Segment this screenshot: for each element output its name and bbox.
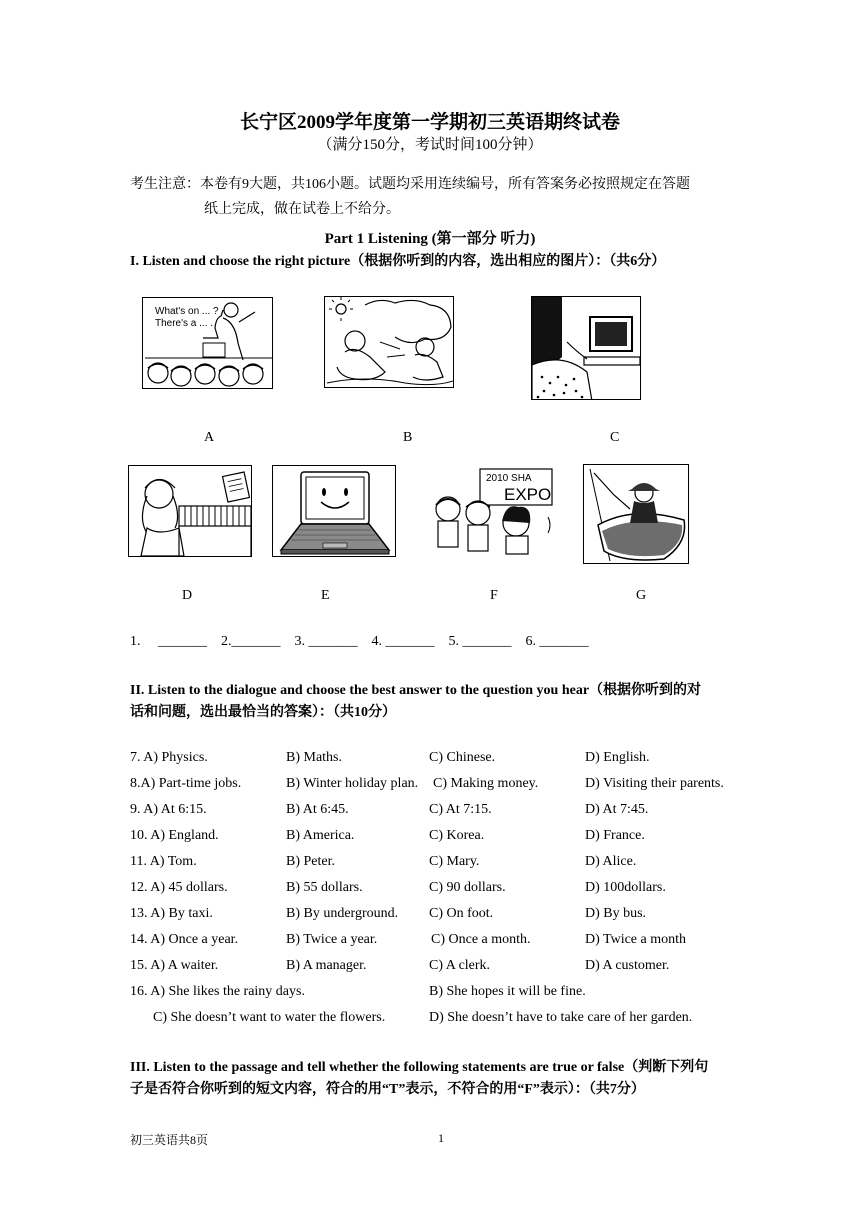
option-a: 15. A) A waiter. (130, 958, 219, 973)
picture-d-letter: D (182, 588, 193, 603)
option-b: B) America. (286, 828, 355, 843)
option-d: D) 100dollars. (585, 880, 666, 895)
option-d: D) Twice a month (585, 932, 687, 947)
picture-e (272, 465, 396, 557)
section-3-heading-line-1 (130, 1056, 708, 1076)
computer-girl-illustration (532, 297, 641, 400)
option-d: D) By bus. (585, 906, 647, 921)
option-c: C) A clerk. (429, 958, 491, 973)
section-2-heading-text: II. Listen to the dialogue and choose the best answer to the question you hear（根据你听到的对 (130, 683, 702, 698)
option-a: 8.A) Part-time jobs. (130, 776, 242, 791)
option-d: D) France. (585, 828, 645, 843)
option-c: C) At 7:15. (429, 802, 492, 817)
option-b: B) Maths. (286, 750, 342, 765)
picture-b (324, 296, 454, 388)
option-c: C) On foot. (429, 906, 494, 921)
section-1-heading: I. Listen and choose the right picture（根据你听到的内容，选出相应的图片）：（共6分） (130, 254, 666, 269)
option-c: C) Chinese. (429, 750, 496, 765)
part-1-title: Part 1 Listening (第一部分 听力) (324, 231, 536, 247)
option-b: B) A manager. (286, 958, 367, 973)
picture-f-sign-top: 2010 SHA (486, 473, 532, 484)
option-c: C) Mary. (429, 854, 480, 869)
option-c: C) She doesn’t want to water the flowers. (153, 1010, 386, 1025)
picture-f-sign-main: EXPO (504, 485, 552, 504)
option-c: C) 90 dollars. (429, 880, 506, 895)
option-a: 13. A) By taxi. (130, 906, 213, 921)
picture-a-caption-1: What's on ... ? (155, 306, 219, 317)
option-c: C) Making money. (433, 776, 539, 791)
notice-line-2: 纸上完成，做在试卷上不给分。 (204, 202, 400, 217)
notice-line-1: 考生注意：本卷有9大题，共106小题。试题均采用连续编号，所有答案务必按照规定在答题 (130, 177, 690, 192)
section-3-heading-line-2 (130, 1078, 645, 1098)
picture-a-letter: A (204, 430, 215, 445)
footer-page-count: 初三英语共8页 (130, 1133, 209, 1147)
picture-d (128, 465, 252, 557)
option-a: 7. A) Physics. (130, 750, 208, 765)
option-b: B) By underground. (286, 906, 399, 921)
option-b: B) Twice a year. (286, 932, 378, 947)
section-2-heading-text-2: 话和问题，选出最恰当的答案）：（共10分） (130, 705, 396, 720)
section-1-answer-blanks: 1. _______ 2._______ 3. _______ 4. _______ 5. _______ 6. _______ (130, 634, 589, 649)
footer-page-number: 1 (438, 1131, 444, 1145)
sun-icon (336, 304, 346, 314)
section-2-heading-line-1 (130, 679, 701, 699)
picture-g (583, 464, 689, 564)
option-b: B) 55 dollars. (286, 880, 363, 895)
option-b: B) At 6:45. (286, 802, 349, 817)
section-2-heading-line-2 (130, 701, 396, 721)
option-d: D) She doesn’t have to take care of her garden. (429, 1010, 693, 1025)
expo-kids-illustration (430, 467, 554, 557)
picnic-illustration (325, 297, 454, 388)
option-a: 9. A) At 6:15. (130, 802, 207, 817)
option-c: C) Once a month. (431, 932, 531, 947)
picture-e-letter: E (321, 588, 330, 603)
option-d: D) Alice. (585, 854, 637, 869)
option-a: 16. A) She likes the rainy days. (130, 984, 305, 999)
exam-title: 长宁区2009学年度第一学期初三英语期终试卷 (239, 112, 620, 133)
picture-c-letter: C (610, 430, 620, 445)
option-d: D) At 7:45. (585, 802, 649, 817)
option-c: C) Korea. (429, 828, 485, 843)
option-b: B) Peter. (286, 854, 335, 869)
option-a: 10. A) England. (130, 828, 219, 843)
classroom-illustration (143, 298, 273, 389)
laptop-illustration (273, 466, 396, 557)
picture-c (531, 296, 641, 400)
option-a: 11. A) Tom. (130, 854, 197, 869)
option-b: B) Winter holiday plan. (286, 776, 419, 791)
option-a: 14. A) Once a year. (130, 932, 239, 947)
picture-f-letter: F (490, 588, 498, 603)
option-d: D) Visiting their parents. (585, 776, 724, 791)
option-a: 12. A) 45 dollars. (130, 880, 228, 895)
exam-subtitle: （满分150分，考试时间100分钟） (317, 137, 543, 153)
section-3-heading-text-2: 子是否符合你听到的短文内容，符合的用“T”表示，不符合的用“F”表示）：（共7分） (130, 1082, 645, 1097)
fishing-boat-illustration (584, 465, 689, 564)
picture-g-letter: G (636, 588, 647, 603)
option-d: D) English. (585, 750, 650, 765)
piano-illustration (129, 466, 252, 557)
picture-b-letter: B (403, 430, 413, 445)
picture-a (142, 297, 273, 389)
picture-f (430, 467, 554, 557)
section-3-heading-text: III. Listen to the passage and tell whether the following statements are true or false（判断下列句 (130, 1060, 709, 1075)
picture-a-caption-2: There's a ... . (155, 318, 214, 329)
option-b: B) She hopes it will be fine. (429, 984, 586, 999)
option-d: D) A customer. (585, 958, 670, 973)
